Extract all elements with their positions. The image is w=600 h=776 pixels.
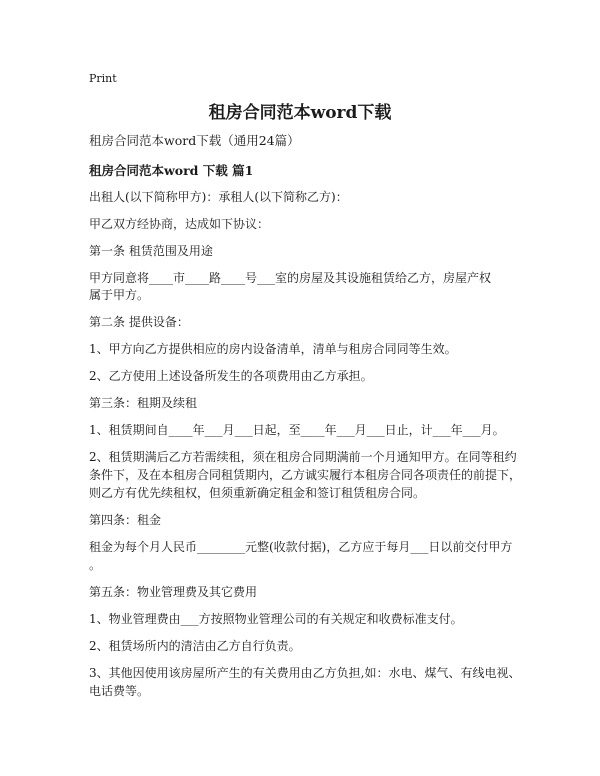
document-title: 租房合同范本word下载 [208, 103, 392, 123]
clause-3-heading: 第三条：租期及续租 [89, 396, 198, 410]
clause-2-item-1: 1、甲方向乙方提供相应的房内设备清单，清单与租房合同同等生效。 [89, 342, 457, 356]
clause-4-line-1: 租金为每个月人民币________元整(收款付据)，乙方应于每月___日以前交付甲方 [89, 540, 513, 554]
section-heading: 租房合同范本word 下载 篇1 [89, 163, 254, 178]
clause-2-item-2: 2、乙方使用上述设备所发生的各项费用由乙方承担。 [89, 369, 373, 383]
clause-3-item-2-line-1: 2、租赁期满后乙方若需续租，须在租房合同期满前一个月通知甲方。在同等租约 [89, 450, 517, 464]
clause-1-heading: 第一条 租赁范围及用途 [89, 244, 213, 258]
clause-3-item-2-line-2: 条件下，及在本租房合同租赁期内，乙方诚实履行本租房合同各项责任的前提下， [89, 468, 522, 482]
clause-1-line-2: 属于甲方。 [89, 288, 150, 302]
clause-5-item-2: 2、租赁场所内的清洁由乙方自行负责。 [89, 639, 301, 653]
clause-3-item-1: 1、租赁期间自____年___月___日起，至____年___月___日止，计___年___月。 [89, 423, 505, 437]
document-subtitle: 租房合同范本word下载（通用24篇） [89, 133, 300, 148]
clause-5-heading: 第五条：物业管理费及其它费用 [89, 585, 258, 599]
clause-4-heading: 第四条：租金 [89, 513, 162, 527]
clause-4-line-2: 。 [89, 558, 102, 572]
clause-2-heading: 第二条 提供设备： [89, 315, 189, 329]
clause-5-item-3-line-2: 电话费等。 [89, 684, 150, 698]
line-agreement: 甲乙双方经协商，达成如下协议： [89, 217, 270, 231]
clause-5-item-1: 1、物业管理费由___方按照物业管理公司的有关规定和收费标准支付。 [89, 612, 463, 626]
clause-3-item-2-line-3: 则乙方有优先续租权，但须重新确定租金和签订租赁租房合同。 [89, 486, 426, 500]
clause-5-item-3-line-1: 3、其他因使用该房屋所产生的有关费用由乙方负担,如：水电、煤气、有线电视、 [89, 666, 521, 680]
clause-1-line-1: 甲方同意将____市____路____号___室的房屋及其设施租赁给乙方，房屋产权 [89, 271, 492, 285]
line-parties: 出租人(以下简称甲方)：承租人(以下简称乙方)： [89, 190, 348, 204]
print-label: Print [89, 72, 117, 85]
